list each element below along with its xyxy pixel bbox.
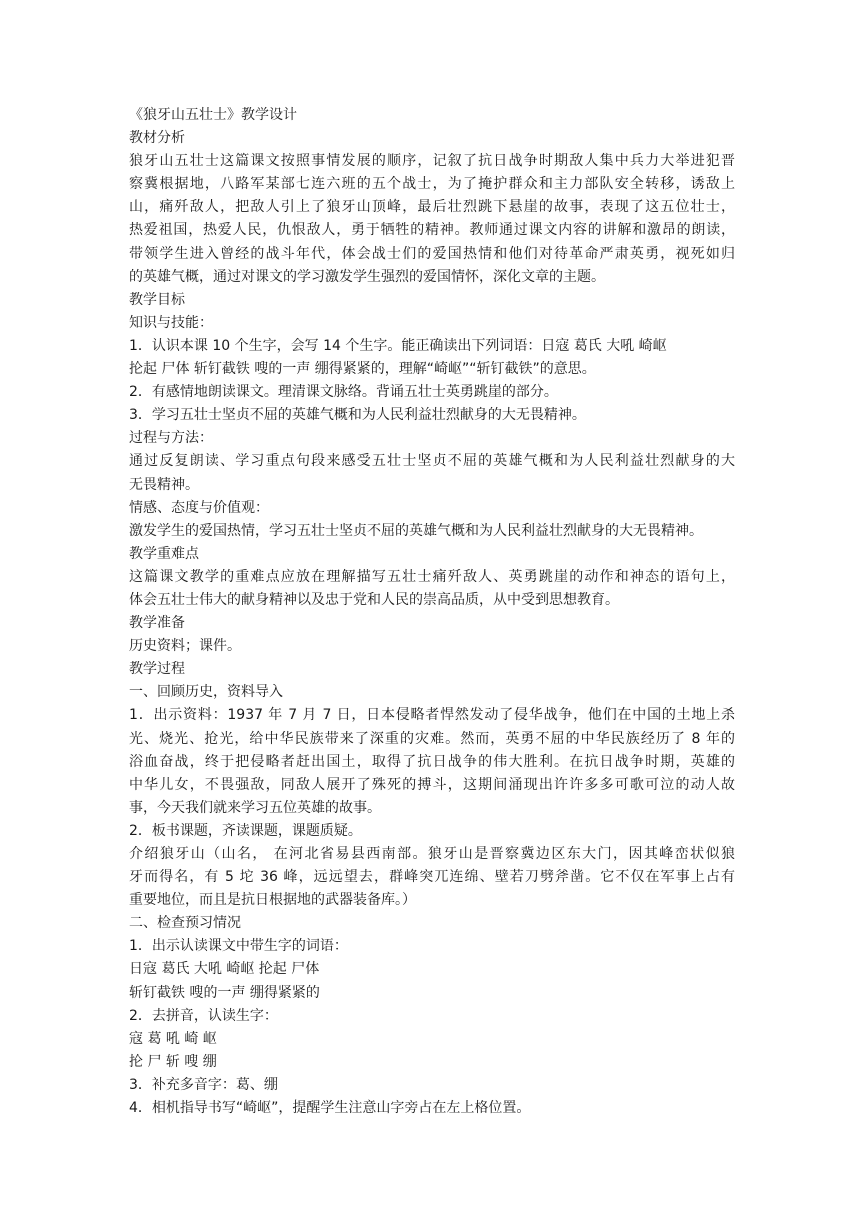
paragraph-line: 激发学生的爱国热情，学习五壮士坚贞不屈的英雄气概和为人民利益壮烈献身的大无畏精神。 (129, 522, 703, 539)
list-item: 1．出示资料：1937 年 7 月 7 日，日本侵略者悍然发动了侵华战争，他们在中国的土地上杀 (129, 707, 735, 724)
section-heading: 教学过程 (129, 661, 185, 678)
word-list-line: 日寇 葛氏 大吼 崎岖 抡起 尸体 (129, 961, 320, 978)
doc-title: 《狼牙山五壮士》教学设计 (129, 107, 297, 123)
subsection-heading: 一、回顾历史，资料导入 (129, 684, 283, 701)
list-item: 1．认识本课 10 个生字，会写 14 个生字。能正确读出下列词语：日寇 葛氏 大吼 崎岖 (129, 337, 667, 354)
paragraph-line: 带领学生进入曾经的战斗年代，体会战士们的爱国热情和他们对待革命严肃英勇，视死如归 (129, 245, 735, 262)
subsection-heading: 情感、态度与价值观： (129, 499, 269, 516)
document-page (129, 104, 735, 1120)
paragraph-line: 体会五壮士伟大的献身精神以及忠于党和人民的崇高品质，从中受到思想教育。 (129, 591, 619, 608)
list-item-continued: 浴血奋战，终于把侵略者赶出国土，取得了抗日战争的伟大胜利。在抗日战争时期，英雄的 (129, 753, 735, 770)
character-list-line: 抡 尸 斩 嗖 绷 (129, 1053, 217, 1070)
list-item: 4．相机指导书写“崎岖”，提醒学生注意山字旁占在左上格位置。 (129, 1100, 531, 1117)
paragraph-line: 重要地位，而且是抗日根据地的武器装备库。） (129, 892, 416, 909)
list-item: 1．出示认读课文中带生字的词语： (129, 938, 348, 955)
list-item-continued: 中华儿女，不畏强敌，同敌人展开了殊死的搏斗，这期间涌现出许许多多可歌可泣的动人故 (129, 776, 735, 793)
list-item-continued: 抡起 尸体 斩钉截铁 嗖的一声 绷得紧紧的，理解“崎岖”“斩钉截铁”的意思。 (129, 361, 596, 378)
section-heading: 教学重难点 (129, 545, 199, 562)
section-heading: 教学准备 (129, 615, 185, 632)
subsection-heading: 过程与方法： (129, 430, 213, 447)
list-item: 2．板书课题，齐读课题，课题质疑。 (129, 822, 362, 839)
subsection-heading: 二、检查预习情况 (129, 915, 241, 932)
list-item: 2．去拼音，认读生字： (129, 1007, 278, 1024)
word-list-line: 斩钉截铁 嗖的一声 绷得紧紧的 (129, 984, 320, 1001)
paragraph-line: 无畏精神。 (129, 476, 199, 493)
paragraph-line: 通过反复朗读、学习重点句段来感受五壮士坚贞不屈的英雄气概和为人民利益壮烈献身的大 (129, 453, 735, 470)
list-item: 2．有感情地朗读课文。理清课文脉络。背诵五壮士英勇跳崖的部分。 (129, 384, 558, 401)
section-heading: 教材分析 (129, 130, 185, 147)
list-item-continued: 光、烧光、抢光，给中华民族带来了深重的灾难。然而，英勇不屈的中华民族经历了 8 年的 (129, 730, 735, 747)
list-item: 3．学习五壮士坚贞不屈的英雄气概和为人民利益壮烈献身的大无畏精神。 (129, 407, 586, 424)
paragraph-line: 介绍狼牙山（山名， 在河北省易县西南部。狼牙山是晋察冀边区东大门，因其峰峦状似狼 (129, 846, 735, 862)
paragraph-line: 热爱祖国，热爱人民，仇恨敌人，勇于牺牲的精神。教师通过课文内容的讲解和激昂的朗读， (129, 222, 735, 239)
paragraph-line: 牙而得名，有 5 坨 36 峰，远远望去，群峰突兀连绵、壁若刀劈斧凿。它不仅在军事上占有 (129, 869, 735, 886)
paragraph-line: 狼牙山五壮士这篇课文按照事情发展的顺序，记叙了抗日战争时期敌人集中兵力大举进犯晋 (129, 153, 735, 170)
paragraph-line: 山，痛歼敌人，把敌人引上了狼牙山顶峰，最后壮烈跳下悬崖的故事，表现了这五位壮士， (129, 199, 735, 216)
character-list-line: 寇 葛 吼 崎 岖 (129, 1030, 217, 1047)
section-heading: 教学目标 (129, 291, 185, 308)
paragraph-line: 这篇课文教学的重难点应放在理解描写五壮士痛歼敌人、英勇跳崖的动作和神态的语句上， (129, 568, 735, 585)
list-item-continued: 事，今天我们就来学习五位英雄的故事。 (129, 799, 381, 816)
list-item: 3．补充多音字：葛、绷 (129, 1076, 278, 1093)
paragraph-line: 历史资料；课件。 (129, 638, 241, 655)
subsection-heading: 知识与技能： (129, 314, 213, 331)
paragraph-line: 的英雄气概，通过对课文的学习激发学生强烈的爱国情怀，深化文章的主题。 (129, 268, 605, 285)
paragraph-line: 察冀根据地，八路军某部七连六班的五个战士，为了掩护群众和主力部队安全转移，诱敌上 (129, 176, 735, 193)
